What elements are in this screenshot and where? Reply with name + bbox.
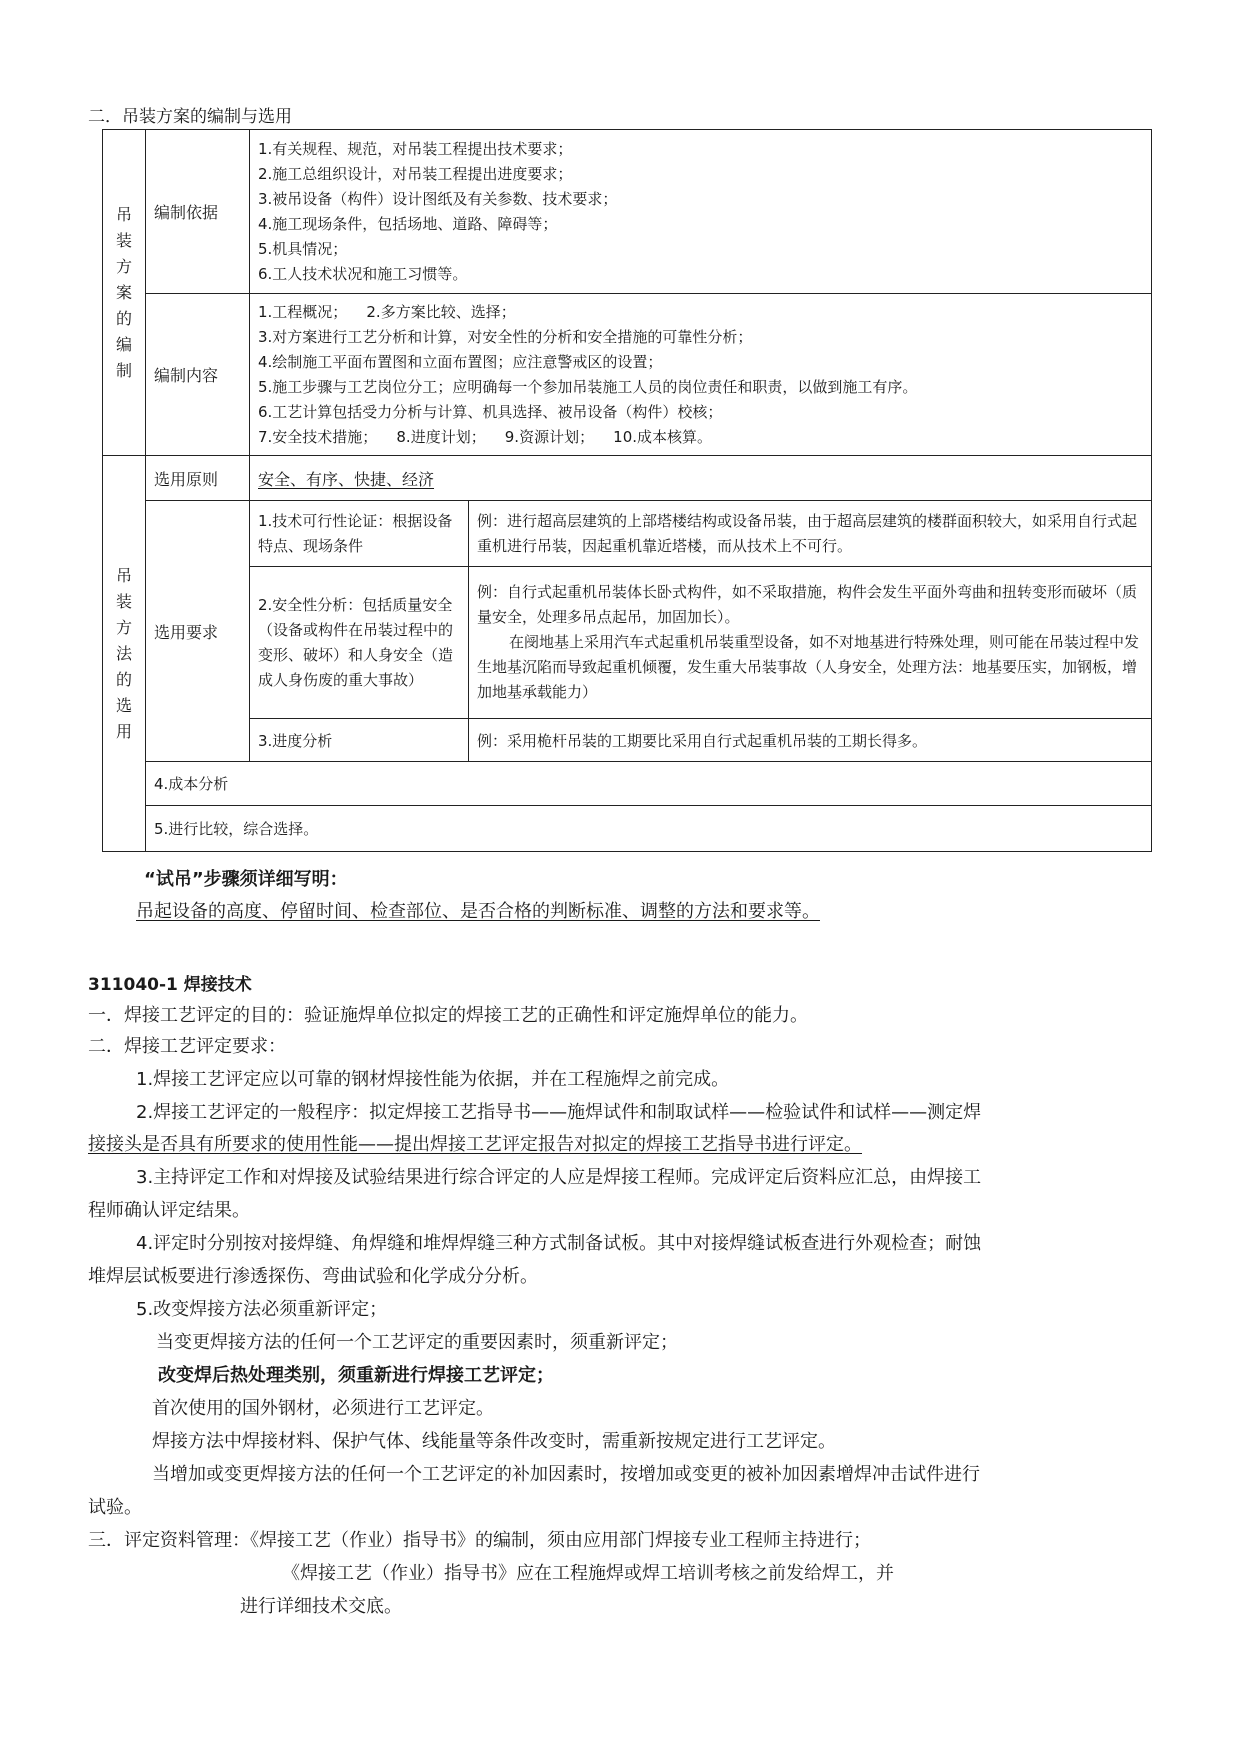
content-cell: [250, 294, 1152, 456]
basis-label: 编制依据: [146, 130, 250, 294]
basis-item: 5.机具情况；: [258, 239, 348, 258]
basis-cell: [250, 130, 1152, 294]
group-label-select: 吊 装 方 法 的 选 用: [103, 456, 146, 852]
weld-p4b: 接接头是否具有所要求的使用性能——提出焊接工艺评定报告对拟定的焊接工艺指导书进行评定。: [88, 1134, 862, 1155]
content-item: 3.对方案进行工艺分析和计算，对安全性的分析和安全措施的可靠性分析；: [258, 327, 753, 346]
weld-p1: 一．焊接工艺评定的目的：验证施焊单位拟定的焊接工艺的正确性和评定施焊单位的能力。: [88, 1005, 808, 1026]
requirement-label: 选用要求: [146, 501, 250, 762]
basis-item: 6.工人技术状况和施工习惯等。: [258, 264, 468, 283]
weld-p5b: 程师确认评定结果。: [88, 1200, 250, 1221]
weld-p9: 改变焊后热处理类别，须重新进行焊接工艺评定；: [158, 1365, 554, 1386]
basis-item: 3.被吊设备（构件）设计图纸及有关参数、技术要求；: [258, 189, 618, 208]
weld-p6a: 4.评定时分别按对接焊缝、角焊缝和堆焊焊缝三种方式制备试板。其中对接焊缝试板查进行外观检查；耐蚀: [136, 1233, 982, 1254]
req1-left: 1.技术可行性论证：根据设备特点、现场条件: [250, 501, 469, 567]
weld-p4a: 2.焊接工艺评定的一般程序：拟定焊接工艺指导书——施焊试件和制取试样——检验试件和试样——测定焊: [136, 1102, 982, 1123]
weld-p2: 二．焊接工艺评定要求：: [88, 1036, 286, 1057]
trial-title: “试吊”步骤须详细写明：: [144, 869, 348, 890]
weld-p11: 焊接方法中焊接材料、保护气体、线能量等条件改变时，需重新按规定进行工艺评定。: [152, 1431, 836, 1452]
req2-left: 2.安全性分析：包括质量安全（设备或构件在吊装过程中的变形、破坏）和人身安全（造成人身伤废的重大事故）: [250, 567, 469, 719]
content-item: 7.安全技术措施； 8.进度计划； 9.资源计划； 10.成本核算。: [258, 427, 713, 446]
weld-p14: 《焊接工艺（作业）指导书》应在工程施焊或焊工培训考核之前发给焊工，并: [282, 1563, 894, 1584]
group-label-compile: 吊 装 方 案 的 编 制: [103, 130, 146, 456]
principle-label: 选用原则: [146, 456, 250, 501]
weld-p3: 1.焊接工艺评定应以可靠的钢材焊接性能为依据，并在工程施焊之前完成。: [136, 1069, 730, 1090]
req3-right: 例：采用桅杆吊装的工期要比采用自行式起重机吊装的工期长得多。: [469, 719, 1152, 762]
principle-value: 安全、有序、快捷、经济: [250, 456, 1152, 501]
content-item: 6.工艺计算包括受力分析与计算、机具选择、被吊设备（构件）校核；: [258, 402, 723, 421]
weld-p12a: 当增加或变更焊接方法的任何一个工艺评定的补加因素时，按增加或变更的被补加因素增焊冲击试件进行: [152, 1464, 980, 1485]
req5: 5.进行比较，综合选择。: [146, 806, 1152, 852]
weld-heading: 311040-1 焊接技术: [88, 975, 252, 995]
req1-right: 例：进行超高层建筑的上部塔楼结构或设备吊装，由于超高层建筑的楼群面积较大，如采用自行式起重机进行吊装，因起重机靠近塔楼，而从技术上不可行。: [469, 501, 1152, 567]
basis-item: 2.施工总组织设计，对吊装工程提出进度要求；: [258, 164, 573, 183]
req2-right: 例：自行式起重机吊装体长卧式构件，如不采取措施，构件会发生平面外弯曲和扭转变形而破坏（质量安全，处理多吊点起吊，加固加长）。 在阌地基上采用汽车式起重机吊装重型设备，如不对地基进行特殊处理，则可能在吊装过程中发生地基沉陷而导致起重机倾覆，发生重大吊装事故（人身安全，处理方法：地基要压实，加钢板，增加地基承载能力）: [469, 567, 1152, 719]
weld-p15: 进行详细技术交底。: [240, 1596, 402, 1617]
content-item: 5.施工步骤与工艺岗位分工；应明确每一个参加吊装施工人员的岗位责任和职责，以做到施工有序。: [258, 377, 918, 396]
hoisting-plan-table: [102, 129, 1152, 852]
weld-p8: 当变更焊接方法的任何一个工艺评定的重要因素时，须重新评定；: [156, 1332, 678, 1353]
req4: 4.成本分析: [146, 762, 1152, 806]
weld-p7: 5.改变焊接方法必须重新评定；: [136, 1299, 388, 1320]
weld-p5a: 3.主持评定工作和对焊接及试验结果进行综合评定的人应是焊接工程师。完成评定后资料应汇总，由焊接工: [136, 1167, 982, 1188]
basis-item: 4.施工现场条件，包括场地、道路、障碍等；: [258, 214, 558, 233]
weld-p10: 首次使用的国外钢材，必须进行工艺评定。: [152, 1398, 494, 1419]
req3-left: 3.进度分析: [250, 719, 469, 762]
section-title: 二．吊装方案的编制与选用: [88, 107, 292, 127]
content-item: 4.绘制施工平面布置图和立面布置图；应注意警戒区的设置；: [258, 352, 663, 371]
weld-p13: 三．评定资料管理：《焊接工艺（作业）指导书》的编制，须由应用部门焊接专业工程师主持进行；: [88, 1530, 871, 1551]
trial-text: 吊起设备的高度、停留时间、检查部位、是否合格的判断标准、调整的方法和要求等。: [136, 901, 820, 922]
weld-p12b: 试验。: [88, 1497, 142, 1518]
content-label: 编制内容: [146, 294, 250, 456]
content-item: 1.工程概况； 2.多方案比较、选择；: [258, 302, 516, 321]
weld-p6b: 堆焊层试板要进行渗透探伤、弯曲试验和化学成分分析。: [88, 1266, 538, 1287]
basis-item: 1.有关规程、规范，对吊装工程提出技术要求；: [258, 139, 573, 158]
